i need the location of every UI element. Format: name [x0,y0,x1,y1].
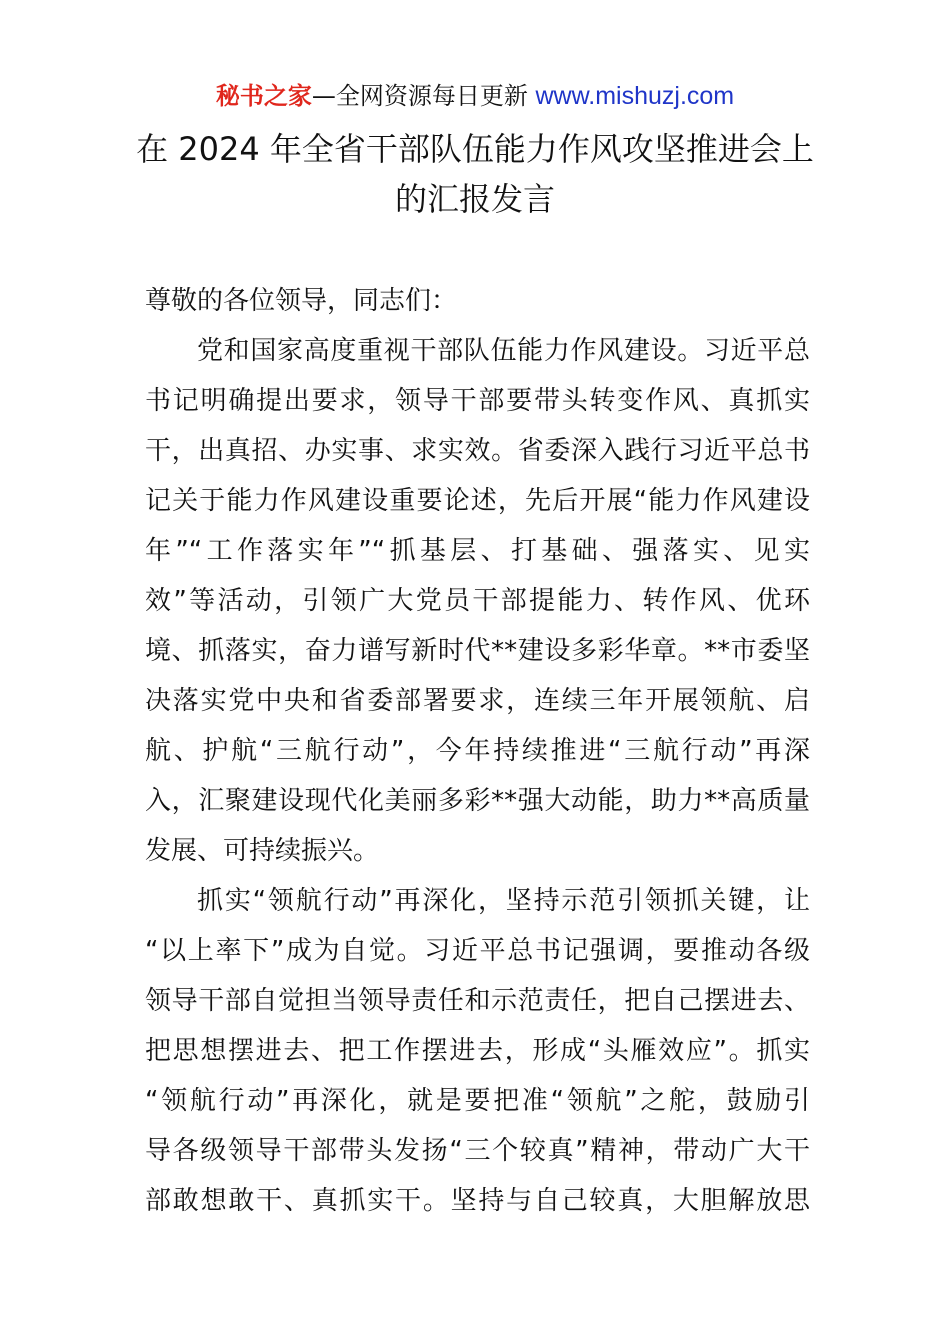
paragraph-line: 航、护航“三航行动”，今年持续推进“三航行动”再深 [145,736,810,766]
site-brand: 秘书之家 [215,82,312,110]
paragraph-line: 部敢想敢干、真抓实干。坚持与自己较真，大胆解放思 [145,1186,810,1216]
paragraph-line: 发展、可持续振兴。 [145,836,380,866]
paragraph-line: 境、抓落实，奋力谱写新时代**建设多彩华章。**市委坚 [145,636,810,666]
paragraph-line: 领导干部自觉担当领导责任和示范责任，把自己摆进去、 [145,986,810,1016]
title-line-2: 的汇报发言 [394,180,555,218]
site-header [0,80,950,112]
paragraph-line: “领航行动”再深化，就是要把准“领航”之舵，鼓励引 [145,1086,810,1116]
paragraph-line: 效”等活动，引领广大党员干部提能力、转作风、优环 [145,586,810,616]
paragraph-line: 把思想摆进去、把工作摆进去，形成“头雁效应”。抓实 [145,1036,810,1066]
document-body [145,276,810,1226]
paragraph-line: 决落实党中央和省委部署要求，连续三年开展领航、启 [145,686,810,716]
paragraph-line: 党和国家高度重视干部队伍能力作风建设。习近平总 [197,336,810,366]
header-dash: — [311,82,336,110]
site-url-link[interactable]: www.mishuzj.com [535,82,735,110]
paragraph-line: 导各级领导干部带头发扬“三个较真”精神，带动广大干 [145,1136,810,1166]
paragraph-line: 入，汇聚建设现代化美丽多彩**强大动能，助力**高质量 [145,786,810,816]
document-title [0,124,950,224]
paragraph-2 [145,876,810,1226]
paragraph-1 [145,326,810,876]
paragraph-line: “以上率下”成为自觉。习近平总书记强调，要推动各级 [145,936,810,966]
paragraph-line: 干，出真招、办实事、求实效。省委深入践行习近平总书 [145,436,810,466]
site-slogan: 全网资源每日更新 [335,82,528,110]
paragraph-line: 记关于能力作风建设重要论述，先后开展“能力作风建设 [145,486,810,516]
salutation: 尊敬的各位领导，同志们： [145,286,458,316]
paragraph-line: 书记明确提出要求，领导干部要带头转变作风、真抓实 [145,386,810,416]
paragraph-line: 年”“工作落实年”“抓基层、打基础、强落实、见实 [145,536,810,566]
title-line-1: 在 2024 年全省干部队伍能力作风攻坚推进会上 [136,130,814,168]
paragraph-line: 抓实“领航行动”再深化，坚持示范引领抓关键，让 [197,886,810,916]
